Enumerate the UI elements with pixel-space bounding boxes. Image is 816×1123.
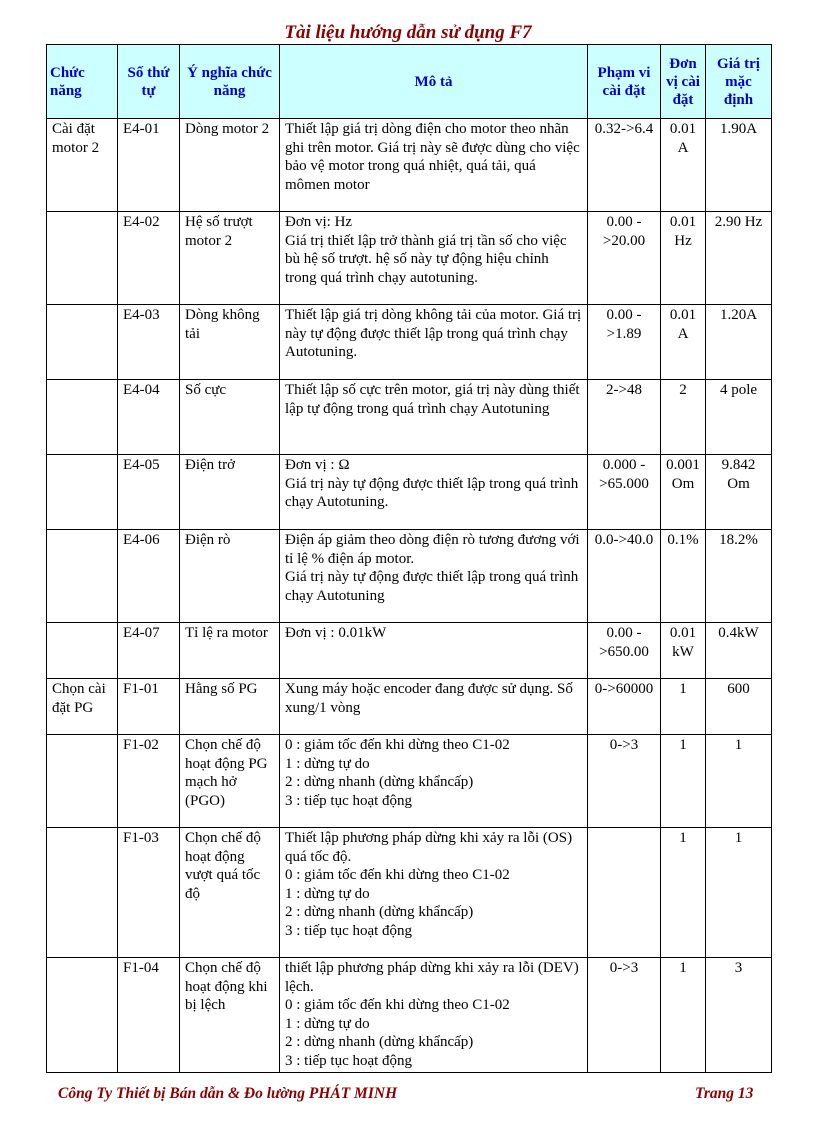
group-cell <box>47 828 118 958</box>
group-cell <box>47 530 118 623</box>
param-description: Thiết lập phương pháp dừng khi xảy ra lỗi (OS) quá tốc độ. 0 : giảm tốc đến khi dừng theo C1-02 1 : dừng tự do 2 : dừng nhanh (dừng khẩncấp) 3 : tiếp tục hoạt động <box>280 828 588 958</box>
header-order: Số thứ tự <box>118 45 180 119</box>
param-range: 2->48 <box>588 380 661 455</box>
table-row <box>47 119 772 212</box>
param-unit: 2 <box>661 380 706 455</box>
header-unit: Đơn vị cài đặt <box>661 45 706 119</box>
param-default: 1 <box>706 828 772 958</box>
param-description: Điện áp giảm theo dòng điện rò tương đương với tỉ lệ % điện áp motor. Giá trị này tự động được thiết lập trong quá trình chạy Autotuning <box>280 530 588 623</box>
table-row <box>47 958 772 1073</box>
group-motor2-label: Cài đặt motor 2 <box>47 119 118 212</box>
param-unit: 1 <box>661 958 706 1073</box>
param-meaning: Điện trở <box>180 455 280 530</box>
param-meaning: Chọn chế độ hoạt động vượt quá tốc độ <box>180 828 280 958</box>
param-unit: 0.1% <box>661 530 706 623</box>
param-code: E4-06 <box>118 530 180 623</box>
param-default: 4 pole <box>706 380 772 455</box>
param-range: 0.0->40.0 <box>588 530 661 623</box>
param-code: F1-04 <box>118 958 180 1073</box>
table-row <box>47 212 772 305</box>
table-row <box>47 679 772 735</box>
param-code: E4-03 <box>118 305 180 380</box>
param-description: Đơn vị : Ω Giá trị này tự động được thiết lập trong quá trình chạy Autotuning. <box>280 455 588 530</box>
param-range: 0.000 ->65.000 <box>588 455 661 530</box>
param-meaning: Điện rò <box>180 530 280 623</box>
param-code: F1-01 <box>118 679 180 735</box>
param-code: E4-07 <box>118 623 180 679</box>
table-header-row <box>47 45 772 119</box>
param-code: F1-02 <box>118 735 180 828</box>
param-unit: 1 <box>661 735 706 828</box>
param-range: 0->60000 <box>588 679 661 735</box>
param-range: 0.32->6.4 <box>588 119 661 212</box>
param-unit: 0.01 A <box>661 305 706 380</box>
document-title: Tài liệu hướng dẫn sử dụng F7 <box>284 22 532 43</box>
table-row <box>47 530 772 623</box>
param-default: 1 <box>706 735 772 828</box>
param-code: E4-01 <box>118 119 180 212</box>
param-meaning: Chọn chế độ hoạt động khi bị lệch <box>180 958 280 1073</box>
group-cell <box>47 455 118 530</box>
param-meaning: Chọn chế độ hoạt động PG mạch hở (PGO) <box>180 735 280 828</box>
param-default: 0.4kW <box>706 623 772 679</box>
group-pg-label: Chọn cài đặt PG <box>47 679 118 735</box>
param-code: E4-05 <box>118 455 180 530</box>
param-meaning: Dòng motor 2 <box>180 119 280 212</box>
param-unit: 1 <box>661 679 706 735</box>
param-meaning: Số cực <box>180 380 280 455</box>
param-unit: 0.01 A <box>661 119 706 212</box>
param-default: 600 <box>706 679 772 735</box>
param-code: E4-04 <box>118 380 180 455</box>
table-row <box>47 828 772 958</box>
header-meaning: Ý nghĩa chức năng <box>180 45 280 119</box>
param-range: 0.00 ->20.00 <box>588 212 661 305</box>
param-meaning: Tỉ lệ ra motor <box>180 623 280 679</box>
param-default: 1.20A <box>706 305 772 380</box>
group-cell <box>47 623 118 679</box>
table-row <box>47 380 772 455</box>
param-default: 2.90 Hz <box>706 212 772 305</box>
group-cell <box>47 380 118 455</box>
param-default: 3 <box>706 958 772 1073</box>
footer-page-number: Trang 13 <box>695 1085 754 1102</box>
param-meaning: Dòng không tải <box>180 305 280 380</box>
param-description: thiết lập phương pháp dừng khi xảy ra lỗi (DEV) lệch. 0 : giảm tốc đến khi dừng theo C1-02 1 : dừng tự do 2 : dừng nhanh (dừng khẩncấp) 3 : tiếp tục hoạt động <box>280 958 588 1073</box>
param-description: Đơn vị: Hz Giá trị thiết lập trở thành giá trị tần số cho việc bù hệ số trượt. hệ số này tự động hiệu chỉnh trong quá trình chạy autotuning. <box>280 212 588 305</box>
param-default: 1.90A <box>706 119 772 212</box>
param-description: 0 : giảm tốc đến khi dừng theo C1-02 1 : dừng tự do 2 : dừng nhanh (dừng khẩncấp) 3 : tiếp tục hoạt động <box>280 735 588 828</box>
param-meaning: Hằng số PG <box>180 679 280 735</box>
header-range: Phạm vi cài đặt <box>588 45 661 119</box>
group-cell <box>47 958 118 1073</box>
group-cell <box>47 735 118 828</box>
param-range: 0.00 ->650.00 <box>588 623 661 679</box>
param-code: F1-03 <box>118 828 180 958</box>
param-unit: 1 <box>661 828 706 958</box>
param-range: 0->3 <box>588 735 661 828</box>
param-unit: 0.01 kW <box>661 623 706 679</box>
param-default: 9.842 Om <box>706 455 772 530</box>
param-description: Xung máy hoặc encoder đang được sử dụng. Số xung/1 vòng <box>280 679 588 735</box>
param-description: Đơn vị : 0.01kW <box>280 623 588 679</box>
table-row <box>47 623 772 679</box>
header-description: Mô tả <box>280 45 588 119</box>
table-row <box>47 305 772 380</box>
param-description: Thiết lập giá trị dòng không tải của motor. Giá trị này tự động được thiết lập trong quá trình chạy Autotuning. <box>280 305 588 380</box>
param-range: 0->3 <box>588 958 661 1073</box>
param-description: Thiết lập giá trị dòng điện cho motor theo nhãn ghi trên motor. Giá trị này sẽ được dùng cho việc bảo vệ motor trong quá nhiệt, quá tải, quá mômen motor <box>280 119 588 212</box>
param-unit: 0.01 Hz <box>661 212 706 305</box>
param-code: E4-02 <box>118 212 180 305</box>
header-default: Giá trị mặc định <box>706 45 772 119</box>
param-range <box>588 828 661 958</box>
param-default: 18.2% <box>706 530 772 623</box>
header-function: Chức năng <box>47 45 118 119</box>
param-description: Thiết lập số cực trên motor, giá trị này dùng thiết lập tự động trong quá trình chạy Autotuning <box>280 380 588 455</box>
table-row <box>47 735 772 828</box>
param-range: 0.00 ->1.89 <box>588 305 661 380</box>
parameter-table <box>46 44 772 1073</box>
footer-company: Công Ty Thiết bị Bán dẫn & Đo lường PHÁT MINH <box>58 1085 398 1102</box>
group-cell <box>47 212 118 305</box>
param-meaning: Hệ số trượt motor 2 <box>180 212 280 305</box>
group-cell <box>47 305 118 380</box>
table-row <box>47 455 772 530</box>
param-unit: 0.001 Om <box>661 455 706 530</box>
